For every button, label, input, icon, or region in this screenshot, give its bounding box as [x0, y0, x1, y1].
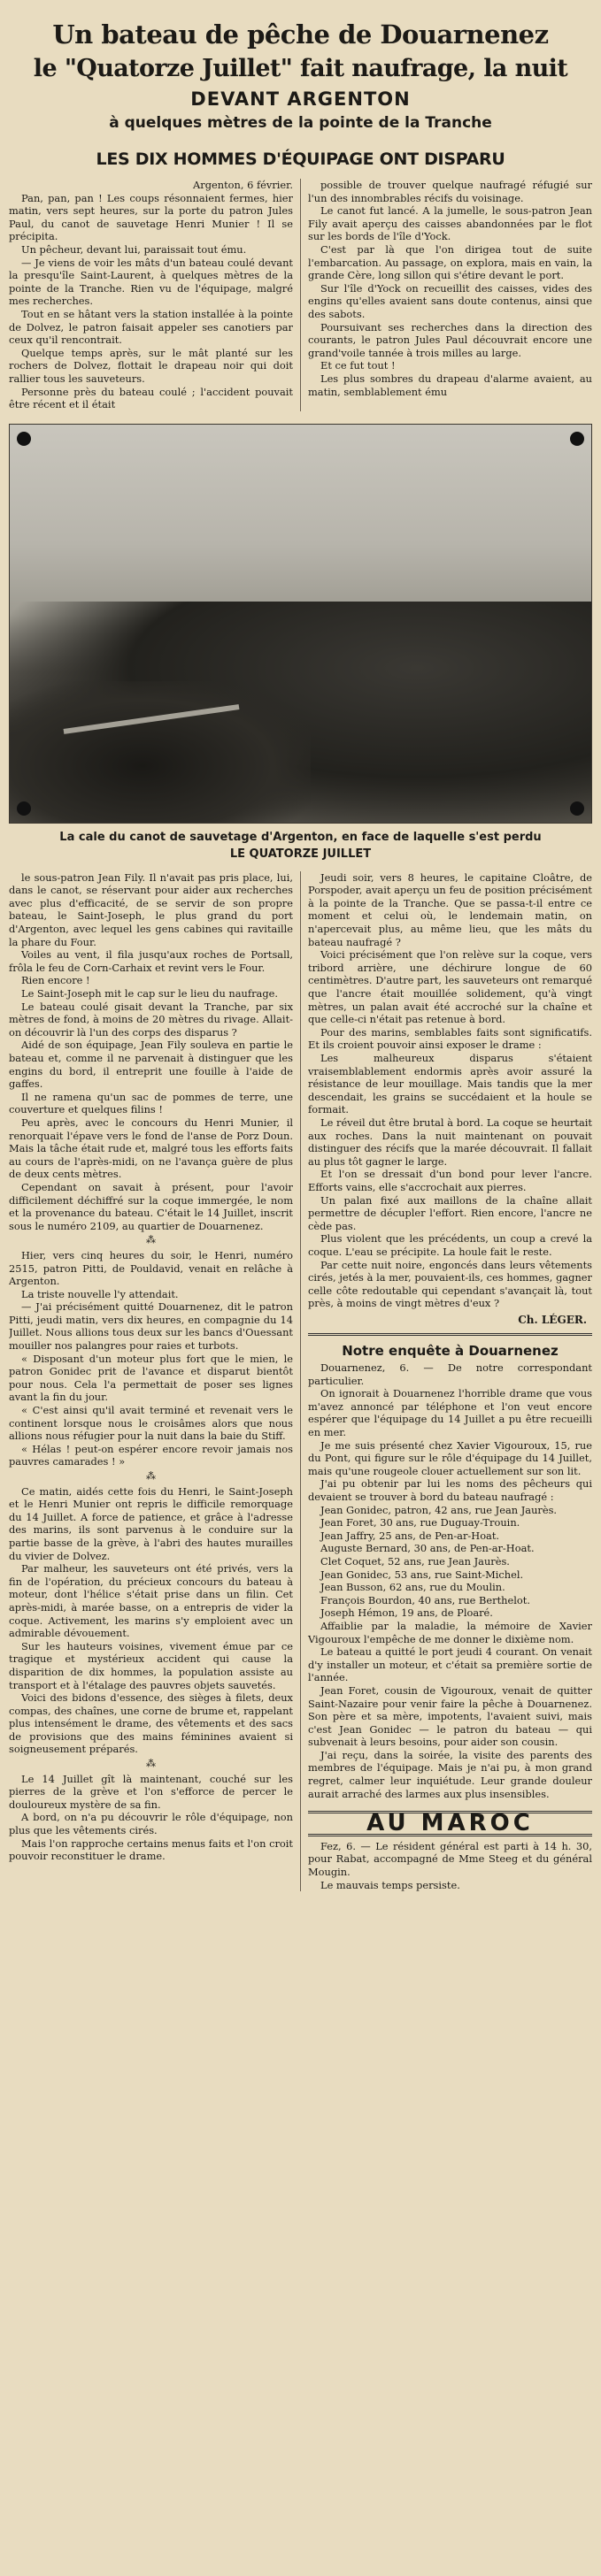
headline-line-2: le "Quatorze Juillet" fait naufrage, la nuit [33, 55, 568, 82]
crew-list-item: Jean Gonidec, patron, 42 ans, rue Jean Jaurès. [320, 1503, 558, 1516]
section-separator: ⁂ [146, 1234, 156, 1246]
paragraph: J'ai reçu, dans la soirée, la visite des parents des membres de l'équipage. Mais je n'ai pu, à mon grand regret, calmer leur inquiétude. Leur grande douleur aurait arraché des larmes aux plus insensibles. [308, 1748, 592, 1800]
headline-line-5: LES DIX HOMMES D'ÉQUIPAGE ONT DISPARU [96, 150, 505, 169]
paragraph: Le 14 Juillet gît là maintenant, couché sur les pierres de la grève et l'on s'efforce de percer le douloureux mystère de sa fin. [9, 1772, 293, 1811]
paragraph: Cependant on savait à présent, pour l'avoir difficilement déchiffré sur la coque immergée, le nom et la provenance du bateau. C'était le 14 Juillet, inscrit sous le numéro 2109, au quartier de Douarnenez. [9, 1180, 293, 1232]
paragraph: Les malheureux disparus s'étaient vraisemblablement endormis après avoir assuré la résistance de leur mouillage. Mais tandis que la mer descendait, les grains se succédaient et la houle se formait. [308, 1052, 592, 1116]
paragraph: Sur l'île d'Yock on recueillit des caisses, vides des engins qu'elles avaient sans doute contenus, ainsi que des sabots. [308, 281, 592, 320]
headline-line-4: à quelques mètres de la pointe de la Tranche [109, 114, 492, 132]
paragraph: Voiles au vent, il fila jusqu'aux roches de Portsall, frôla le feu de Corn-Carhaix et revint vers le Four. [9, 948, 293, 974]
photo-corner-mark [570, 432, 584, 446]
paragraph: La triste nouvelle l'y attendait. [21, 1287, 179, 1300]
headline-line-1: Un bateau de pêche de Douarnenez [52, 19, 549, 50]
paragraph: Affaiblie par la maladie, la mémoire de Xavier Vigouroux l'empêche de me donner le dixième nom. [308, 1619, 592, 1645]
paragraph: Ce matin, aidés cette fois du Henri, le Saint-Joseph et le Henri Munier ont repris le difficile remorquage du 14 Juillet. A force de patience, et grâce à l'adresse des marins, ils sont parvenus à le conduire sur la partie basse de la grève, à l'abri des hautes murailles du vivier de Dolvez. [9, 1484, 293, 1562]
paragraph: Un pêcheur, devant lui, paraissait tout ému. [21, 242, 247, 256]
paragraph: Par malheur, les sauveteurs ont été privés, vers la fin de l'opération, du précieux concours du bateau à moteur, dont l'hélice s'était prise dans un filin. Cet après-midi, à marée basse, on a entrepris de vider la coque. Activement, les marins s'y emploient avec un admirable dévouement. [9, 1562, 293, 1640]
paragraph: Par cette nuit noire, engoncés dans leurs vêtements cirés, jetés à la mer, pouvaient-ils, ces hommes, gagner celle côte redoutable qui cependant s'avançait là, tout près, à moins de vingt mètres d'eux ? [308, 1258, 592, 1310]
paragraph: Jean Foret, cousin de Vigouroux, venait de quitter Saint-Nazaire pour venir faire la pêche à Douarnenez. Son père et sa mère, impotents, l'avaient suivi, mais c'est Jean Gonidec — le patron du bateau — qui subvenait à leurs besoins, pour aider son cousin. [308, 1683, 592, 1749]
paragraph: « Disposant d'un moteur plus fort que le mien, le patron Gonidec prit de l'avance et disparut bientôt pour nous. Cela l'a permettait de poser ses lignes avant la fin du jour. [9, 1352, 293, 1404]
paragraph: Voici des bidons d'essence, des sièges à filets, deux compas, des chaînes, une corne de brume et, rappelant plus intensément le drame, des vêtements et des sacs de provisions que des mains féminines avaient si soigneusement préparés. [9, 1691, 293, 1756]
bottom-left-column [9, 871, 293, 1892]
article [9, 0, 592, 1891]
paragraph: Je me suis présenté chez Xavier Vigouroux, 15, rue du Pont, qui figure sur le rôle d'équipage du 14 Juillet, mais qu'une rougeole clouer actuellement sur son lit. [308, 1438, 592, 1477]
paragraph: possible de trouver quelque naufragé réfugié sur l'un des innombrables récifs du voisinage. [308, 179, 592, 204]
crew-list-item: Auguste Bernard, 30 ans, de Pen-ar-Hoat. [320, 1542, 535, 1555]
crew-list-item: François Bourdon, 40 ans, rue Berthelot. [320, 1593, 530, 1606]
paragraph: Douarnenez, 6. — De notre correspondant particulier. [308, 1361, 592, 1387]
paragraph: Rien encore ! [21, 974, 90, 987]
photo-caption [9, 829, 592, 862]
caption-line-2: LE QUATORZE JUILLET [229, 847, 372, 861]
paragraph: Fez, 6. — Le résident général est parti à 14 h. 30, pour Rabat, accompagné de Mme Steeg et du général Mougin. [308, 1839, 592, 1879]
crew-list-item: Joseph Hémon, 19 ans, de Ploaré. [320, 1606, 493, 1620]
paragraph: Et ce fut tout ! [320, 359, 396, 372]
paragraph: Quelque temps après, sur le mât planté sur les rochers de Dolvez, flottait le drapeau noir qui doit rallier tous les sauveteurs. [9, 346, 293, 385]
top-left-column [9, 179, 293, 411]
paragraph: le sous-patron Jean Fily. Il n'avait pas pris place, lui, dans le canot, se réservant pour aider aux recherches avec plus d'efficacité, de se servir de son propre bateau, le Saint-Joseph, le plus grand du port d'Argenton, avec lequel les gens cabines qui ravitaille la phare du Four. [9, 870, 293, 948]
crew-list-item: Jean Foret, 30 ans, rue Duguay-Trouin. [320, 1516, 520, 1530]
paragraph: Personne près du bateau coulé ; l'accident pouvait être récent et il était [9, 385, 293, 411]
paragraph: Poursuivant ses recherches dans la direction des courants, le patron Jules Paul découvrait encore une grand'voile tannée à trois milles au large. [308, 320, 592, 359]
paragraph: Un palan fixé aux maillons de la chaîne allait permettre de décupler l'effort. Rien encore, l'ancre ne cède pas. [308, 1193, 592, 1232]
paragraph: Le canot fut lancé. A la jumelle, le sous-patron Jean Fily avait aperçu des caisses abandonnées par le flot sur les bords de l'île d'Yock. [308, 204, 592, 243]
paragraph: Pan, pan, pan ! Les coups résonnaient fermes, hier matin, vers sept heures, sur la porte du patron Jules Paul, du canot de sauvetage Henri Munier ! Il se précipita. [9, 191, 293, 243]
paragraph: Voici précisément que l'on relève sur la coque, vers tribord arrière, une déchirure longue de 60 centimètres. D'autre part, les sauveteurs ont remarqué que l'ancre était mouillée solidement, qu'à vingt mètres, un palan avait été accroché sur la chaîne et que celle-ci n'était pas retenue à bord. [308, 948, 592, 1026]
paragraph: Jeudi soir, vers 8 heures, le capitaine Cloâtre, de Porspoder, avait aperçu un feu de position précisément à la pointe de la Tranche. Que se passa-t-il entre ce moment et celui où, le lendemain matin, on n'apercevait plus, au même lieu, que les mâts du bateau naufragé ? [308, 870, 592, 948]
paragraph: Le bateau coulé gisait devant la Tranche, par six mètres de fond, à moins de 20 mètres du rivage. Allait-on découvrir là l'un des corps des disparus ? [9, 1000, 293, 1039]
bottom-right-column [300, 871, 592, 1892]
paragraph: Peu après, avec le concours du Henri Munier, il renorquait l'épave vers le fond de l'anse de Porz Doun. Mais la tâche était rude et, malgré tous les efforts faits au cours de l'après-midi, on ne l'avança guère de plus de deux cents mètres. [9, 1116, 293, 1181]
paragraph: A bord, on n'a pu découvrir le rôle d'équipage, non plus que les vêtements cirés. [9, 1811, 293, 1837]
enquete-title: Notre enquête à Douarnenez [342, 1343, 559, 1360]
section-separator: ⁂ [146, 1758, 156, 1770]
byline-signature: Ch. LÉGER. [518, 1313, 587, 1326]
crew-list-item: Jean Busson, 62 ans, rue du Moulin. [320, 1581, 505, 1594]
photo-rocks-foreground [9, 681, 311, 823]
top-right-column [300, 179, 592, 411]
section-separator: ⁂ [146, 1470, 156, 1482]
paragraph: Le réveil dut être brutal à bord. La coque se heurtait aux roches. Dans la nuit maintenant on pouvait distinguer des récifs que la marée découvrait. Il fallait au plus tôt gagner le large. [308, 1116, 592, 1168]
paragraph: J'ai pu obtenir par lui les noms des pêcheurs qui devaient se trouver à bord du bateau naufragé : [308, 1477, 592, 1503]
paragraph: Le bateau a quitté le port jeudi 4 courant. On venait d'y installer un moteur, et c'était sa première sortie de l'année. [308, 1645, 592, 1684]
paragraph: Et l'on se dressait d'un bond pour lever l'ancre. Efforts vains, elle s'accrochait aux pierres. [308, 1168, 592, 1193]
paragraph: — J'ai précisément quitté Douarnenez, dit le patron Pitti, jeudi matin, vers dix heures, en compagnie du 14 Juillet. Nous allions tous deux sur les bancs d'Ouessant mouiller nos palangres pour raies et turbots. [9, 1300, 293, 1353]
paragraph: On ignorait à Douarnenez l'horrible drame que vous m'avez annoncé par téléphone et l'on veut encore espérer que l'équipage du 14 Juillet a pu être recueilli en mer. [308, 1387, 592, 1439]
maroc-title: AU MAROC [308, 1811, 592, 1836]
paragraph: C'est par là que l'on dirigea tout de suite l'embarcation. Au passage, on explora, mais en vain, la grande Cère, long sillon qui s'étire devant le port. [308, 242, 592, 282]
paragraph: Il ne ramena qu'un sac de pommes de terre, une couverture et quelques filins ! [9, 1090, 293, 1116]
paragraph: « Hélas ! peut-on espérer encore revoir jamais nos pauvres camarades ! » [9, 1442, 293, 1468]
paragraph: Pour des marins, semblables faits sont significatifs. Et ils croient pouvoir ainsi exposer le drame : [308, 1025, 592, 1052]
paragraph: Mais l'on rapproche certains menus faits et l'on croit pouvoir reconstituer le drame. [9, 1836, 293, 1863]
crew-list-item: Jean Jaffry, 25 ans, de Pen-ar-Hoat. [320, 1529, 500, 1542]
paragraph: Le Saint-Joseph mit le cap sur le lieu du naufrage. [21, 987, 278, 1000]
headline-line-3: DEVANT ARGENTON [190, 88, 411, 110]
paragraph: Tout en se hâtant vers la station installée à la pointe de Dolvez, le patron faisait appeler ses canotiers par ceux qu'il rencontrait. [9, 307, 293, 347]
caption-line-1: La cale du canot de sauvetage d'Argenton, en face de laquelle s'est perdu [59, 830, 542, 844]
paragraph: Hier, vers cinq heures du soir, le Henri, numéro 2515, patron Pitti, de Pouldavid, venait en relâche à Argenton. [9, 1248, 293, 1288]
top-columns [9, 179, 592, 411]
crew-list-item: Jean Gonidec, 53 ans, rue Saint-Michel. [320, 1568, 524, 1581]
paragraph: Le mauvais temps persiste. [320, 1878, 460, 1891]
bottom-columns [9, 871, 592, 1892]
paragraph: Les plus sombres du drapeau d'alarme avaient, au matin, semblablement ému [308, 372, 592, 398]
paragraph: « C'est ainsi qu'il avait terminé et revenait vers le continent lorsque nous le croisâmes alors que nous allions nous réfugier pour la nuit dans la baie du Stiff. [9, 1404, 293, 1443]
crew-list-item: Clet Coquet, 52 ans, rue Jean Jaurès. [320, 1554, 510, 1568]
paragraph: Sur les hauteurs voisines, vivement émue par ce tragique et mystérieux accident qui cause la disparition de dix hommes, la population assiste au transport et à l'étalage des pauvres objets sauvetés. [9, 1639, 293, 1691]
paragraph: Argenton, 6 février. [193, 179, 293, 191]
photo-corner-mark [570, 801, 584, 816]
photo-corner-mark [17, 801, 31, 816]
paragraph: Aidé de son équipage, Jean Fily souleva en partie le bateau et, comme il ne parvenait à distinguer que les engins du bord, il entreprit une fouille à l'aide de gaffes. [9, 1039, 293, 1091]
photo-corner-mark [17, 432, 31, 446]
paragraph: — Je viens de voir les mâts d'un bateau coulé devant la presqu'île Saint-Laurent, à quelques mètres de la pointe de la Tranche. Rien vu de l'équipage, malgré mes recherches. [9, 256, 293, 308]
divider [308, 1333, 592, 1336]
photograph-slipway [9, 424, 592, 824]
paragraph: Plus violent que les précédents, un coup a crevé la coque. L'eau se précipite. La houle fait le reste. [308, 1232, 592, 1258]
